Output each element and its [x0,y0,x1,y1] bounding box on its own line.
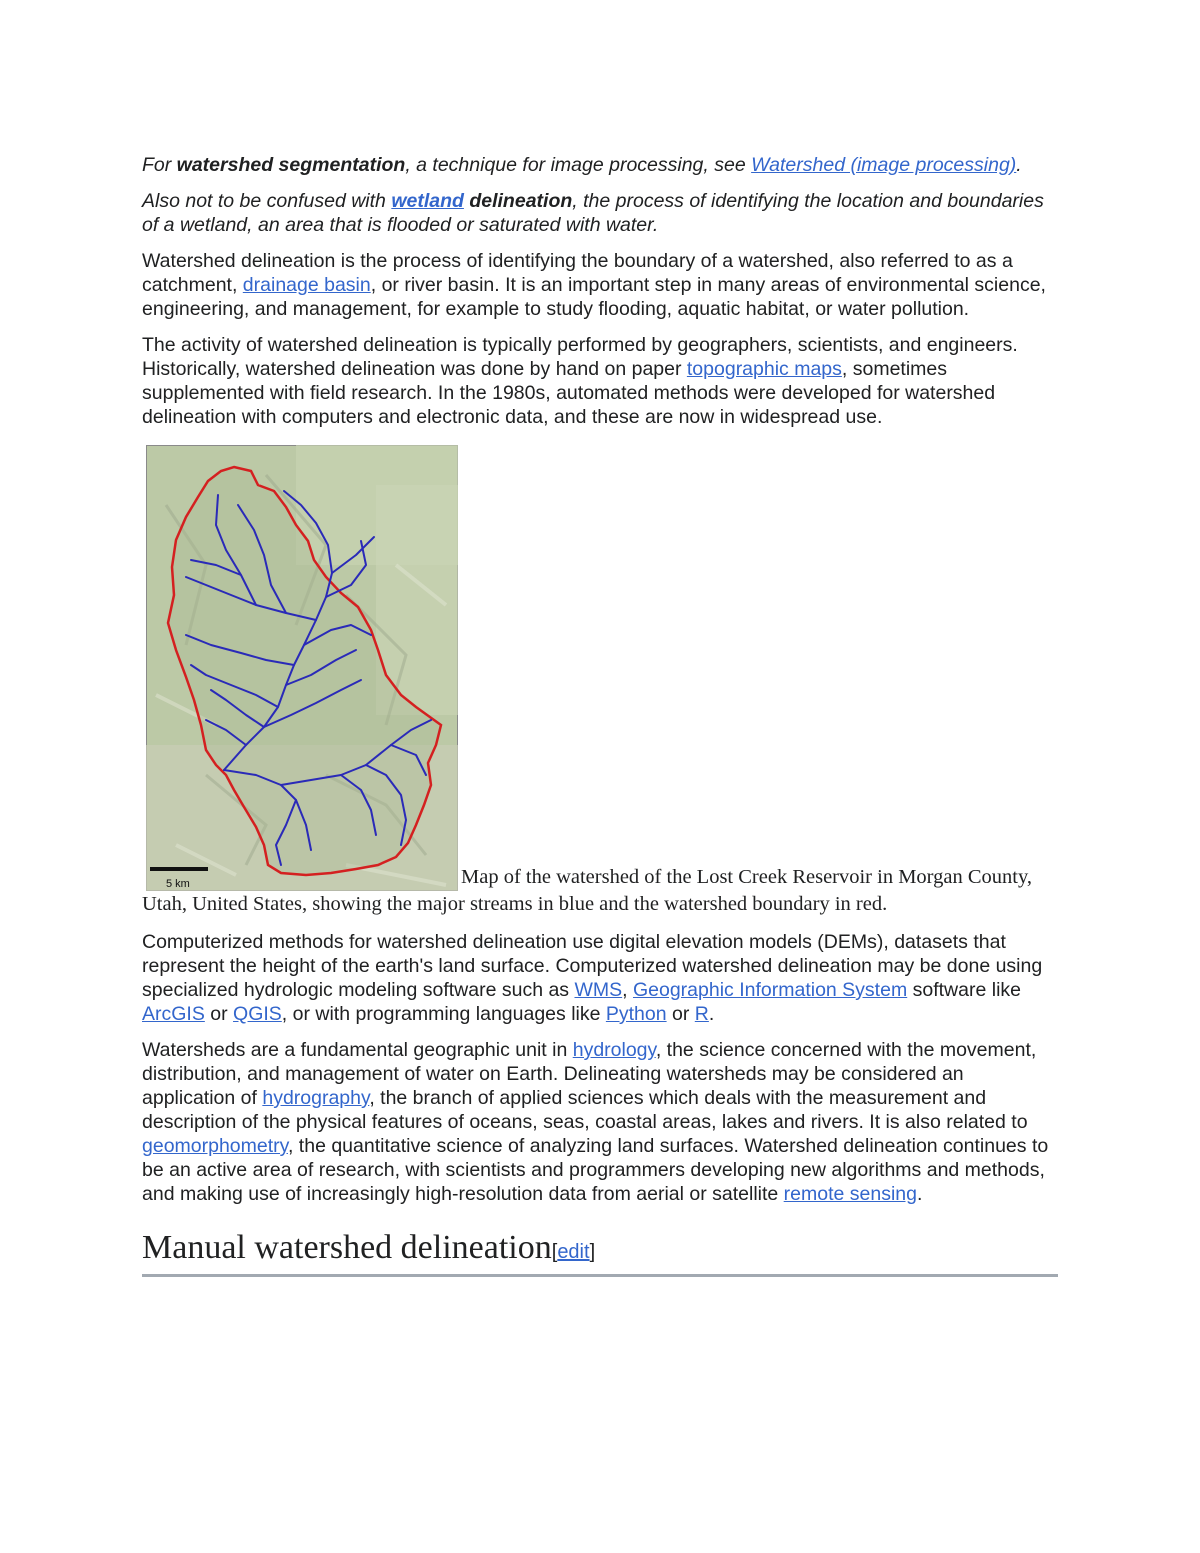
edit-bracket: [ [551,1241,558,1263]
watershed-map-image[interactable] [146,445,458,891]
link-geomorphometry[interactable]: geomorphometry [142,1135,288,1157]
hatnote-text: , a technique for image processing, see [405,154,752,176]
edit-bracket: ] [589,1241,596,1263]
paragraph-computerized [142,930,1058,1026]
edit-section [552,1241,595,1263]
hatnote-bold-term: watershed segmentation [176,154,406,176]
paragraph-text: , the quantitative science of analyzing land surfaces. Watershed delineation continues to be an active area of research, with scientists and programmers developing new algorithms and methods, and making use of increasingly high-resolution data from aerial or satellite [142,1135,1049,1205]
section-heading-manual [142,1228,1058,1277]
paragraph-text: , or with programming languages like [281,1003,606,1025]
paragraph-text: or [204,1003,234,1025]
link-drainage-basin[interactable]: drainage basin [242,274,371,296]
paragraph-text: or [666,1003,695,1025]
hatnote-text: . [1016,154,1022,176]
paragraph-intro [142,249,1058,321]
link-wetland[interactable]: wetland [391,190,464,212]
paragraph-text: Computerized methods for watershed delineation use digital elevation models (DEMs), datasets that represent the height of the earth's land surface. Computerized watershed delineation may be done using specialized hydrologic modeling software such as [142,931,1043,1001]
paragraph-text: , the branch of applied sciences which deals with the measurement and description of the physical features of oceans, seas, coastal areas, lakes and rivers. It is also related to [142,1087,1028,1133]
link-remote-sensing[interactable]: remote sensing [783,1183,917,1205]
link-qgis[interactable]: QGIS [233,1003,282,1025]
paragraph-text: . [917,1183,923,1205]
paragraph-history [142,333,1058,429]
paragraph-text: The activity of watershed delineation is typically performed by geographers, scientists, and engineers. Historically, watershed delineation was done by hand on paper [142,334,1018,380]
paragraph-hydrology [142,1038,1058,1206]
paragraph-text: , sometimes supplemented with field research. In the 1980s, automated methods were developed for watershed delineation with computers and electronic data, and these are now in widespread use. [142,358,996,428]
link-gis[interactable]: Geographic Information System [632,979,908,1001]
paragraph-text: , [622,979,633,1001]
hatnote-segmentation [142,153,1058,177]
paragraph-text: , or river basin. It is an important step in many areas of environmental science, engineering, and management, for example to study flooding, aquatic habitat, or water pollution. [142,274,1046,320]
link-topographic-maps[interactable]: topographic maps [686,358,842,380]
section-title: Manual watershed delineation [142,1229,552,1266]
link-hydrography[interactable]: hydrography [262,1087,370,1109]
link-r[interactable]: R [694,1003,709,1025]
paragraph-text: , the science concerned with the movement, distribution, and management of water on Earth. Delineating watersheds may be considered an application of [142,1039,1037,1109]
map-scale-label: 5 km [166,878,190,890]
paragraph-text: Watershed delineation is the process of identifying the boundary of a watershed, also referred to as a catchment, [142,250,1013,296]
hatnote-wetland [142,189,1058,237]
article-body [142,153,1058,1277]
hatnote-text: Also not to be confused with [142,190,392,212]
link-watershed-image-processing[interactable]: Watershed (image processing) [751,154,1017,176]
paragraph-text: . [708,1003,715,1025]
paragraph-text: Watersheds are a fundamental geographic unit in [142,1039,573,1061]
hatnote-text: For [142,154,177,176]
figure-caption: Map of the watershed of the Lost Creek Reservoir in Morgan County, Utah, United States, showing the major streams in blue and the watershed boundary in red. [142,866,1033,915]
edit-link[interactable]: edit [557,1241,590,1263]
link-arcgis[interactable]: ArcGIS [142,1003,205,1025]
link-hydrology[interactable]: hydrology [572,1039,656,1061]
hatnote-bold-term: delineation [463,190,573,212]
paragraph-text: software like [907,979,1021,1001]
figure-with-caption [142,445,1058,918]
link-wms[interactable]: WMS [574,979,623,1001]
hatnote-text: , the process of identifying the location and boundaries of a wetland, an area that is flooded or saturated with water. [142,190,1044,236]
link-python[interactable]: Python [605,1003,667,1025]
